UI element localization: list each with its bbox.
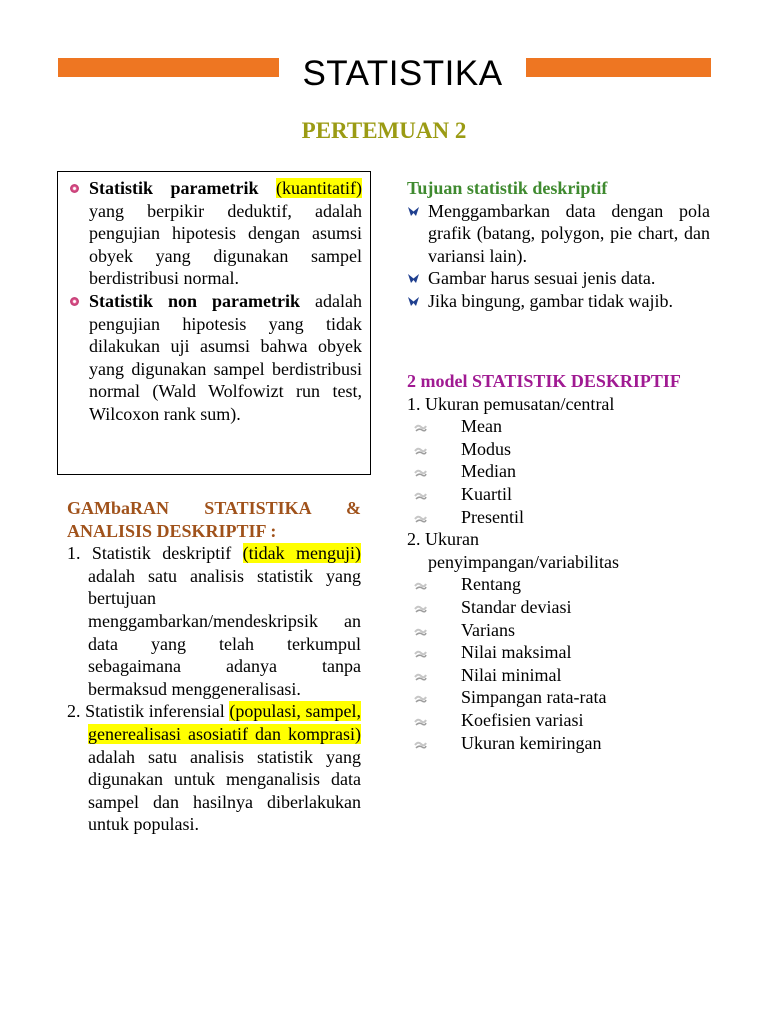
wave-bullet-icon [414,715,427,727]
blue-arrow-bullet-icon [408,274,419,283]
list-item [407,619,710,642]
list-item [407,200,710,268]
list-item-label: Modus [461,438,512,459]
blue-arrow-bullet-icon [408,297,419,306]
list-item-label: Nilai minimal [461,664,562,685]
wave-bullet-icon [414,444,427,456]
page-subtitle: PERTEMUAN 2 [301,118,467,143]
body-text: adalah satu analisis statistik yang bertujuan menggambarkan/mendeskripsik an data yang telah terkumpul sebagaimana adanya tanpa bermaksud menggeneralisasi. [88,565,361,699]
list-item-label: Rentang [461,574,521,595]
list-item [67,700,361,836]
wave-bullet-icon [414,602,427,614]
wave-bullet-icon [414,647,427,659]
list-item [407,415,710,438]
list-item-label: Mean [461,416,502,437]
list-item [407,573,710,596]
wave-bullet-icon [414,489,427,501]
wave-bullet-icon [414,692,427,704]
group-title-line: penyimpangan/variabilitas [428,551,619,572]
pink-dot-bullet-icon [70,297,79,306]
model-section [407,370,710,754]
list-item-label: Varians [461,619,515,640]
item-number: 1. [67,543,81,564]
highlight-text: (populasi, sampel, generealisasi asosiatif dan komprasi) [88,701,361,744]
bold-term: Statistik non parametrik [89,290,301,311]
group-list [407,573,710,754]
list-item [68,177,362,290]
list-item [407,506,710,529]
wave-bullet-icon [414,625,427,637]
list-item-label: Nilai maksimal [461,642,572,663]
highlight-text: (kuantitatif) [276,178,362,198]
body-text: yang berpikir deduktif, adalah pengujian hipotesis dengan asumsi obyek yang digunakan sampel berdistribusi normal. [89,200,362,289]
orange-bar-left [58,58,279,77]
item-lead: Statistik deskriptif [91,543,232,564]
gambaran-section [67,497,361,836]
blue-arrow-bullet-icon [408,207,419,216]
wave-bullet-icon [414,579,427,591]
body-text: Menggambarkan data dengan pola grafik (batang, polygon, pie chart, dan variansi lain). [428,200,710,266]
list-item-label: Standar deviasi [461,596,572,617]
page-title: STATISTIKA [302,54,503,93]
pink-dot-bullet-icon [70,184,79,193]
list-item [407,267,710,290]
item-lead: Statistik inferensial [85,701,225,722]
section-heading: GAMbaRAN STATISTIKA & ANALISIS DESKRIPTIF : [67,498,361,541]
list-item [407,664,710,687]
body-text: adalah satu analisis statistik yang digunakan untuk menganalisis data sampel dan hasilnya diberlakukan untuk populasi. [88,746,361,835]
list-item [407,641,710,664]
list-item [407,460,710,483]
group-list [407,415,710,528]
list-item-label: Presentil [461,506,524,527]
list-item-label: Kuartil [461,483,512,504]
list-item [407,483,710,506]
list-item [407,290,710,313]
list-item [68,290,362,426]
group-title: 1. Ukuran pemusatan/central [407,393,615,414]
wave-bullet-icon [414,512,427,524]
list-item [407,596,710,619]
list-item [407,686,710,709]
item-number: 2. [67,701,81,722]
list-item [67,542,361,700]
wave-bullet-icon [414,670,427,682]
list-item-label: Koefisien variasi [461,709,584,730]
list-item-label: Median [461,461,516,482]
list-item-label: Simpangan rata-rata [461,687,607,708]
wave-bullet-icon [414,738,427,750]
body-text: adalah pengujian hipotesis yang tidak dilakukan uji asumsi bahwa obyek yang digunakan sampel berdistribusi normal (Wald Wolfowizt run test, Wilcoxon rank sum). [89,290,363,424]
bold-term: Statistik parametrik [89,178,259,198]
list-item [407,709,710,732]
list-item-label: Ukuran kemiringan [461,732,602,753]
section-heading: Tujuan statistik deskriptif [407,178,608,198]
tujuan-section [407,177,710,313]
wave-bullet-icon [414,466,427,478]
section-heading: 2 model STATISTIK DESKRIPTIF [407,371,681,391]
list-item [407,438,710,461]
parametric-box [57,171,371,475]
wave-bullet-icon [414,421,427,433]
group-title [407,528,710,573]
group-title-line: 2. Ukuran [407,529,479,550]
body-text: Jika bingung, gambar tidak wajib. [428,290,673,311]
list-item [407,732,710,755]
body-text: Gambar harus sesuai jenis data. [428,268,656,289]
highlight-text: (tidak menguji) [242,543,362,564]
orange-bar-right [526,58,711,77]
